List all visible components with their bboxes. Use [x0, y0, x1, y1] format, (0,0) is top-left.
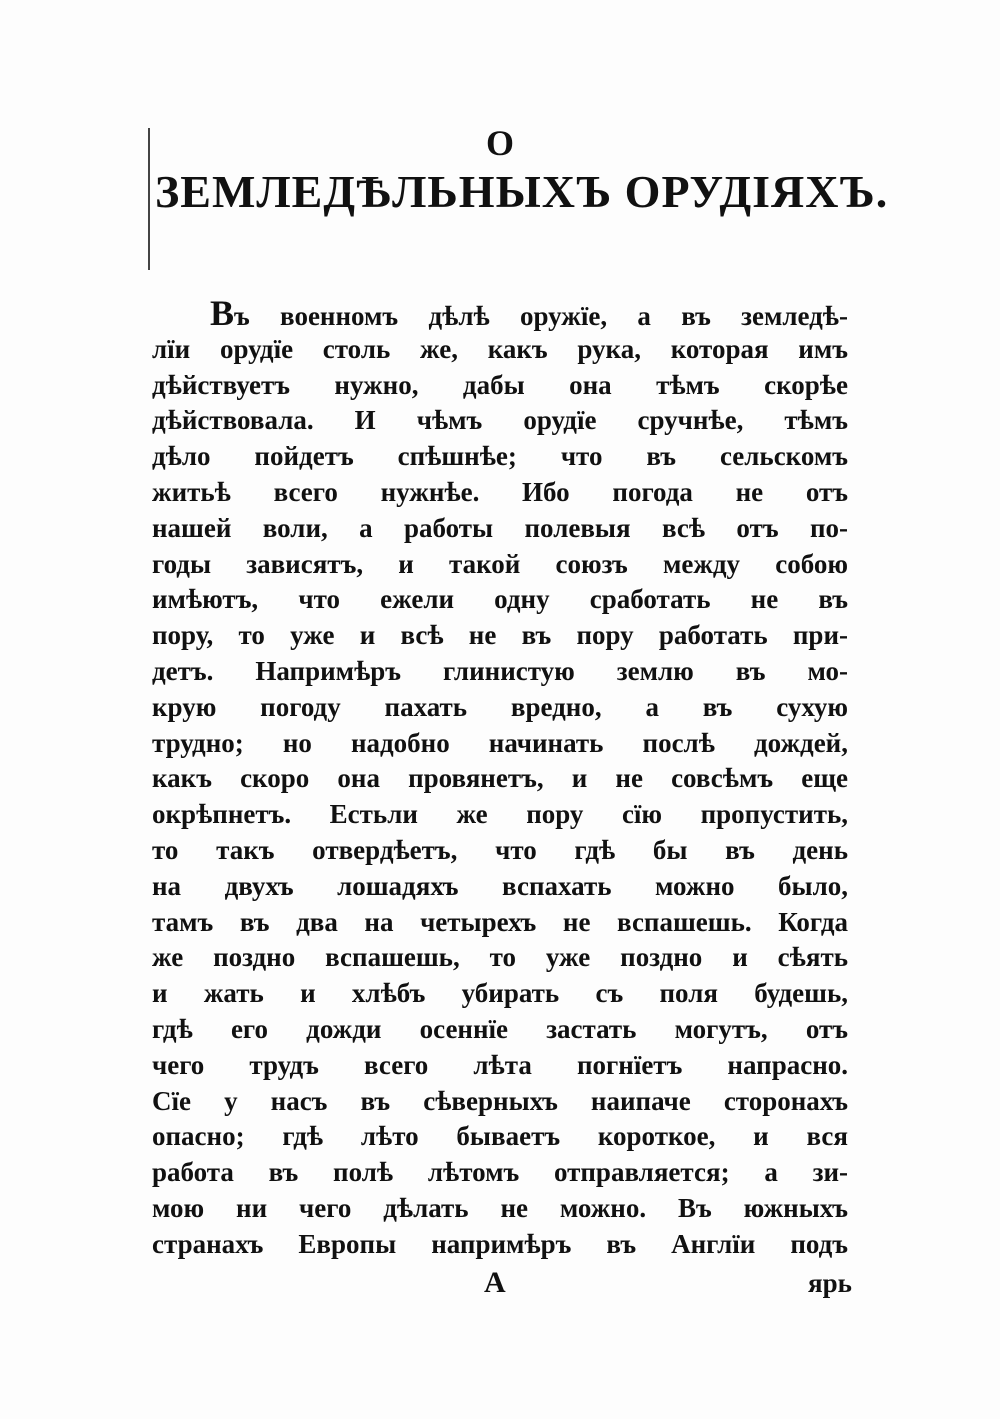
text-line: дѣйствуетъ нужно, дабы она тѣмъ скорѣе [152, 369, 848, 400]
text-line: Сїе у насъ въ сѣверныхъ наипаче сторонахъ [152, 1085, 848, 1116]
text-line: крую погоду пахать вредно, а въ сухую [152, 691, 848, 722]
text-line: дѣло пойдетъ спѣшнѣе; что въ сельскомъ [152, 441, 848, 472]
text-line: имѣютъ, что ежели одну сработать не въ [152, 584, 848, 615]
text-line: на двухъ лошадяхъ вспахать можно было, [152, 870, 848, 901]
text-line: гдѣ его дожди осеннїе застать могутъ, отъ [152, 1013, 848, 1044]
signature-mark: А [484, 1266, 506, 1299]
text-line: годы зависятъ, и такой союзъ между собою [152, 548, 848, 579]
text-line: тамъ въ два на четырехъ не вспашешь. Когда [152, 906, 848, 937]
text-line: окрѣпнетъ. Естьли же пору сїю пропустить, [152, 799, 848, 830]
text-line: какъ скоро она провянетъ, и не совсѣмъ еще [152, 763, 848, 794]
text-line: чего трудъ всего лѣта погнїетъ напрасно. [152, 1049, 848, 1080]
text-line: и жать и хлѣбъ убирать съ поля будешь, [152, 978, 848, 1009]
text-line: то такъ отвердѣетъ, что гдѣ бы въ день [152, 834, 848, 865]
text-line: странахъ Европы напримѣръ въ Англїи подъ [152, 1228, 848, 1259]
text-line: нашей воли, а работы полевыя всѣ отъ по- [152, 512, 848, 543]
text-line: работа въ полѣ лѣтомъ отправляется; а зи- [152, 1157, 848, 1188]
heading-preposition: О [485, 123, 514, 163]
text-line: пору, то уже и всѣ не въ пору работать при- [152, 620, 848, 651]
text-line: же поздно вспашешь, то уже поздно и сѣять [152, 942, 848, 973]
text-line: трудно; но надобно начинать послѣ дождей, [152, 727, 848, 758]
text-line: мою ни чего дѣлать не можно. Въ южныхъ [152, 1192, 848, 1223]
body-text [152, 293, 848, 1263]
text-line: дѣйствовала. И чѣмъ орудїе сручнѣе, тѣмъ [152, 405, 848, 436]
page-title: ЗЕМЛЕДѢЛЬНЫХЪ ОРУДІЯХЪ. [155, 166, 889, 217]
text-line: опасно; гдѣ лѣто бываетъ короткое, и вся [152, 1121, 848, 1152]
catchword: ярь [808, 1268, 852, 1298]
text-line: Въ военномъ дѣлѣ оружїе, а въ земледѣ- [210, 293, 848, 333]
text-line: житьѣ всего нужнѣе. Ибо погода не отъ [152, 476, 848, 507]
text-line: детъ. Напримѣръ глинистую землю въ мо- [152, 655, 848, 686]
text-line: лїи орудїе столь же, какъ рука, которая имъ [152, 333, 848, 364]
